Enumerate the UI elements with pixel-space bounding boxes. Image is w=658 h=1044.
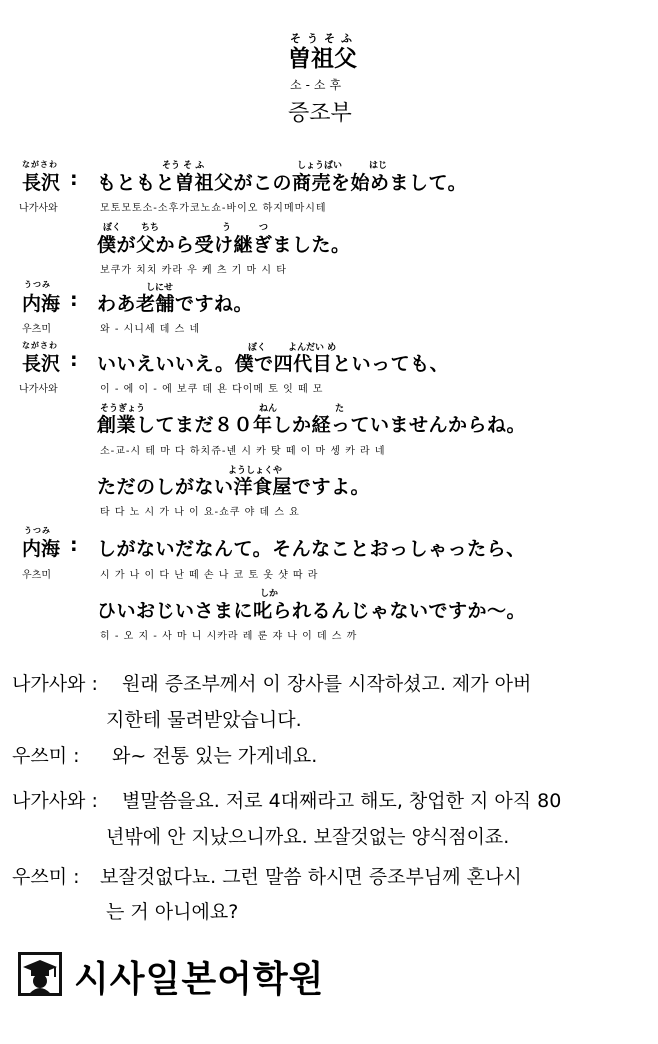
academy-logo-name: 시사일본어학원: [74, 959, 325, 1000]
japanese-line: 創業してまだ８０年しか経っていませんからね。: [97, 414, 527, 436]
korean-reading: 와 - 시니세 데 스 네: [100, 324, 201, 335]
translation-speaker: 우쓰미 :: [12, 866, 80, 888]
furigana: しか: [260, 589, 279, 599]
speaker-colon: :: [70, 289, 78, 311]
korean-reading: 히 - 오 지 - 사 마 니 시카라 레 룬 쟈 나 이 데 스 까: [100, 631, 358, 642]
translation-line: 보잘것없다뇨. 그런 말씀 하시면 증조부님께 혼나시: [100, 866, 522, 888]
japanese-line: ただのしがない洋食屋ですよ。: [97, 476, 371, 498]
furigana: しにせ: [146, 283, 174, 293]
translation-speaker: 나가사와 :: [12, 790, 98, 812]
korean-reading: 타 다 노 시 가 나 이 요-쇼쿠 야 데 스 요: [100, 507, 300, 518]
speaker-ko: 나가사와: [19, 384, 58, 395]
korean-reading: 소-교-시 테 마 다 하치쥬-넨 시 카 탓 떼 이 마 셍 카 라 네: [100, 446, 386, 457]
translation-line: 년밖에 안 지났으니까요. 보잘것없는 양식점이죠.: [106, 826, 510, 848]
header-reading: 소-소후: [290, 78, 346, 92]
translation-speaker: 우쓰미 :: [12, 745, 80, 767]
speaker-furigana: ながさわ: [22, 160, 58, 169]
translation-line: 지한테 물려받았습니다.: [106, 709, 302, 731]
speaker-furigana: うつみ: [24, 280, 51, 289]
translation-line: 와~ 전통 있는 가게네요.: [112, 745, 318, 767]
korean-reading: 보쿠가 치치 카라 우 케 츠 기 마 시 타: [100, 265, 287, 276]
speaker-furigana: ながさわ: [22, 341, 58, 350]
japanese-line: いいえいいえ。僕で四代目といっても、: [97, 353, 450, 375]
korean-reading: 이 - 에 이 - 에 보쿠 데 욘 다이메 토 잇 떼 모: [100, 384, 324, 395]
japanese-line: 僕が父から受け継ぎました。: [97, 234, 351, 256]
scholar-cap-icon: [18, 952, 62, 996]
japanese-line: もともと曽祖父がこの商売を始めまして。: [97, 172, 468, 194]
speaker-name: 長沢: [22, 353, 61, 375]
furigana: よんだい め: [288, 343, 337, 353]
speaker-ko: 나가사와: [19, 203, 58, 214]
korean-reading: 시 가 나 이 다 난 떼 손 나 코 토 옷 샷 따 라: [100, 570, 319, 581]
translation-line: 원래 증조부께서 이 장사를 시작하셨고. 제가 아버: [122, 673, 532, 695]
speaker-ko: 우츠미: [22, 570, 51, 581]
header-furigana: そうそふ: [290, 32, 358, 45]
furigana: た: [335, 404, 345, 414]
japanese-line: ひいおじいさまに叱られるんじゃないですか～。: [97, 600, 527, 622]
speaker-name: 長沢: [22, 172, 61, 194]
speaker-colon: :: [70, 534, 78, 556]
translation-line: 별말씀을요. 저로 4대째라고 해도, 창업한 지 아직 80: [122, 790, 562, 812]
japanese-line: しがないだなんて。そんなことおっしゃったら、: [97, 538, 526, 560]
speaker-colon: :: [70, 349, 78, 371]
furigana: そうぎょう: [100, 404, 146, 414]
speaker-colon: :: [70, 168, 78, 190]
furigana: う: [222, 223, 232, 233]
furigana: ちち: [141, 223, 160, 233]
furigana: はじ: [369, 161, 388, 171]
korean-reading: 모토모토소-소후가코노쇼-바이오 하지메마시테: [100, 203, 327, 214]
speaker-furigana: うつみ: [24, 526, 51, 535]
japanese-line: わあ老舗ですね。: [97, 293, 254, 315]
furigana: ぼく: [103, 223, 122, 233]
translation-line: 는 거 아니에요?: [106, 901, 239, 923]
furigana: しょうばい: [297, 161, 343, 171]
furigana: つ: [259, 223, 269, 233]
translation-speaker: 나가사와 :: [12, 673, 98, 695]
furigana: ようしょくや: [228, 466, 283, 476]
header-korean: 증조부: [288, 101, 352, 126]
speaker-ko: 우츠미: [22, 324, 51, 335]
header-word: 曽祖父: [288, 46, 357, 72]
furigana: そう そ ふ: [162, 161, 205, 171]
furigana: ぼく: [248, 343, 267, 353]
furigana: ねん: [259, 404, 278, 414]
speaker-name: 内海: [22, 538, 61, 560]
speaker-name: 内海: [22, 293, 61, 315]
